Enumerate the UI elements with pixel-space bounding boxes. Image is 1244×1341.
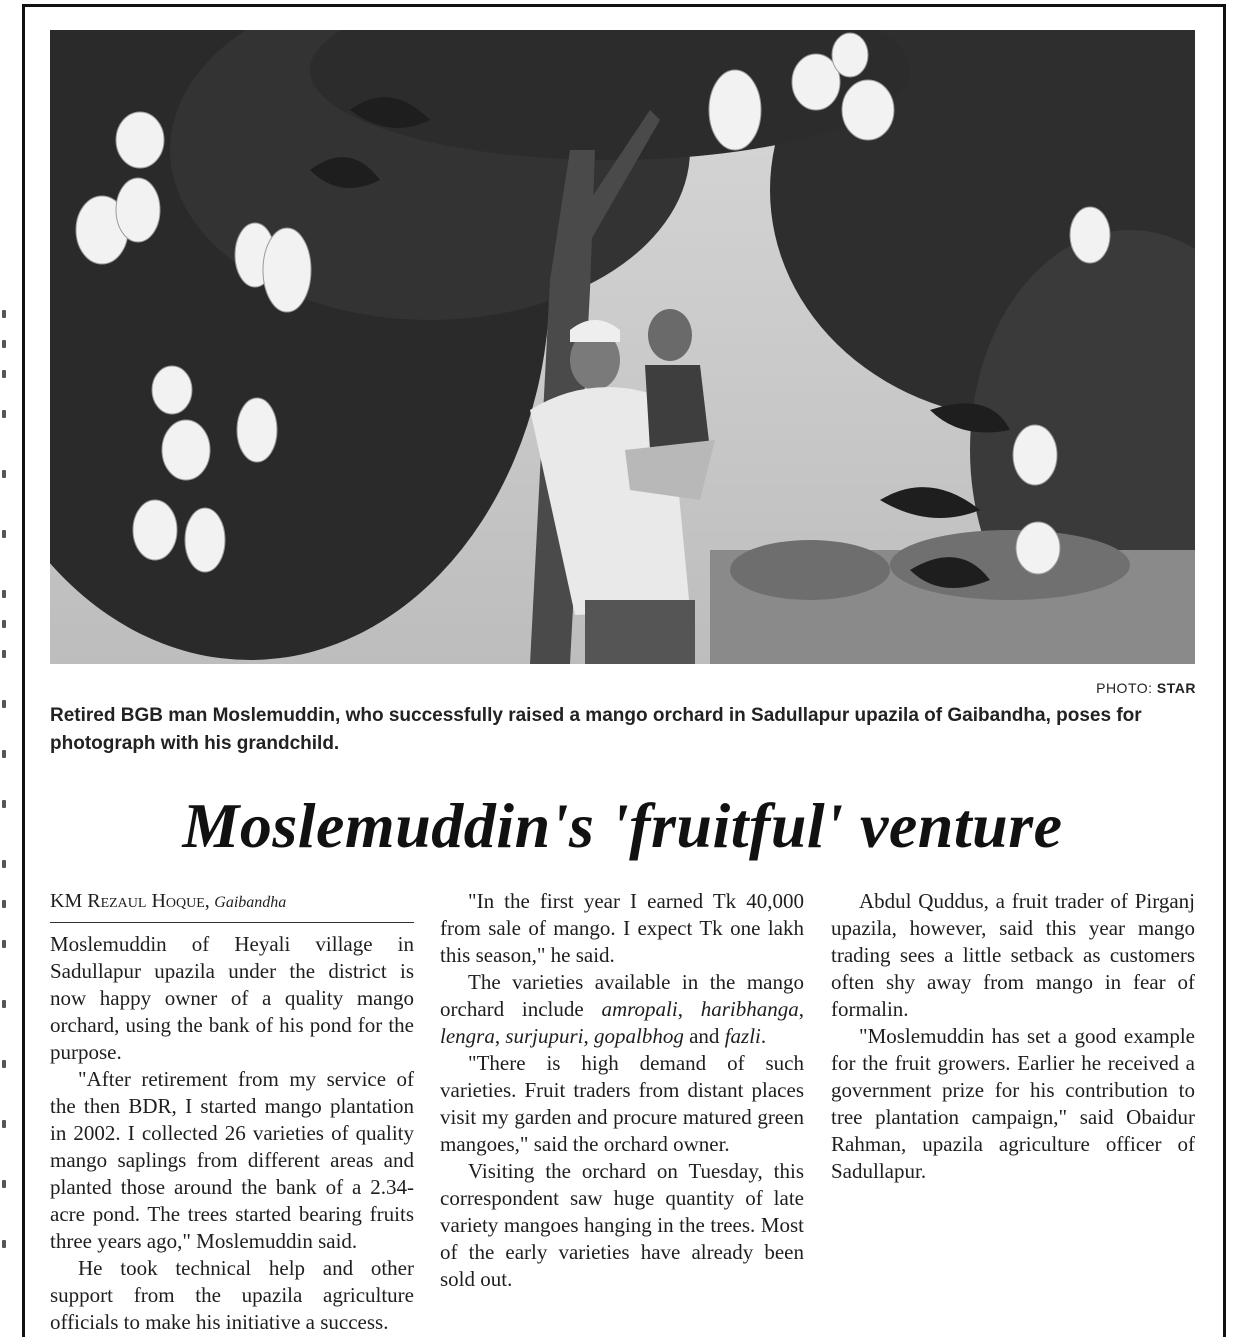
photo-credit-label: PHOTO:: [1096, 680, 1153, 696]
variety-name: amropali: [601, 997, 678, 1021]
separator: ,: [798, 997, 804, 1021]
article-column-2: [440, 888, 804, 1293]
news-photo: [50, 30, 1195, 664]
byline-author: KM Rezaul Hoque,: [50, 890, 210, 912]
paragraph-1: Moslemuddin of Heyali village in Sadullapur upazila under the district is now happy owner of a quality mango orchard, using the bank of his pond for the purpose.: [50, 932, 414, 1064]
photo-credit: [1096, 680, 1196, 696]
paragraph-5: [440, 969, 804, 1050]
variety-name: surjupuri: [505, 1024, 584, 1048]
paragraph-2: "After retirement from my service of the then BDR, I started mango plantation in 2002. I collected 26 varieties of quality mango saplings from different areas and planted those around the bank of a 2.34-acre pond. The trees started bearing fruits three years ago," Moslemuddin said.: [50, 1067, 414, 1253]
byline-place: Gaibandha: [214, 894, 287, 911]
orchard-photo-illustration: [50, 30, 1195, 664]
separator: ,: [494, 1024, 506, 1048]
article-column-1: [50, 888, 414, 1336]
separator: .: [760, 1024, 767, 1048]
photo-caption: Retired BGB man Moslemuddin, who successfully raised a mango orchard in Sadullapur upazila of Gaibandha, poses for photograph with his grandchild.: [50, 705, 1142, 754]
variety-name: fazli: [724, 1024, 761, 1048]
byline: [50, 888, 414, 923]
variety-name: gopalbhog: [594, 1024, 684, 1048]
paragraph-9: "Moslemuddin has set a good example for the fruit growers. Earlier he received a government prize for his contribution to tree plantation campaign," said Obaidur Rahman, upazila agriculture officer of Sadullapur.: [831, 1024, 1195, 1183]
paragraph-4: "In the first year I earned Tk 40,000 from sale of mango. I expect Tk one lakh this season," he said.: [440, 889, 804, 967]
paragraph-3: He took technical help and other support from the upazila agriculture officials to make his initiative a success.: [50, 1256, 414, 1334]
paragraph-6: "There is high demand of such varieties. Fruit traders from distant places visit my garden and procure matured green mangoes," said the orchard owner.: [440, 1051, 804, 1156]
headline: Moslemuddin's 'fruitful' venture: [182, 790, 1063, 861]
paragraph-8: Abdul Quddus, a fruit trader of Pirganj upazila, however, said this year mango trading sees a little setback as customers often shy away from mango in fear of formalin.: [831, 889, 1195, 1021]
paragraph-7: Visiting the orchard on Tuesday, this correspondent saw huge quantity of late variety mangoes hanging in the trees. Most of the early varieties have already been sold out.: [440, 1159, 804, 1291]
adjacent-column-fragment: [0, 300, 10, 1320]
separator: ,: [677, 997, 701, 1021]
separator: ,: [583, 1024, 595, 1048]
variety-name: haribhanga: [700, 997, 799, 1021]
separator: and: [683, 1024, 725, 1048]
photo-credit-source: STAR: [1156, 680, 1196, 696]
paragraph-5-intro: The varieties available in the mango orchard include: [440, 970, 804, 1021]
variety-name: lengra: [440, 1024, 495, 1048]
article-column-3: [831, 888, 1195, 1185]
